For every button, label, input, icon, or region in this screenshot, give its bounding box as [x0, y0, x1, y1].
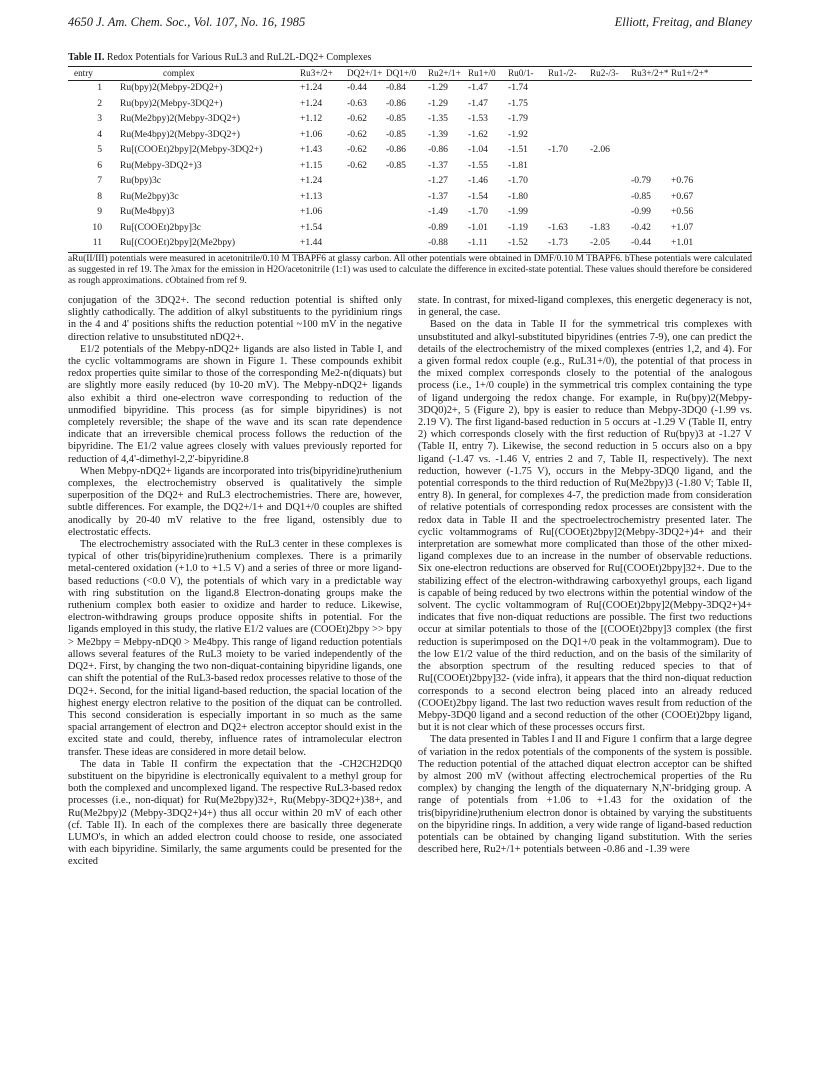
- potential-value: +1.54: [300, 221, 323, 233]
- potential-value: -1.11: [468, 237, 488, 248]
- potential-value: -1.27: [428, 175, 448, 186]
- potential-value: -2.05: [590, 237, 610, 248]
- potential-value: -1.47: [468, 82, 488, 93]
- column-header: DQ2+/1+: [347, 68, 383, 78]
- potential-value: -0.85: [386, 159, 406, 171]
- potential-value: -0.88: [428, 237, 448, 248]
- potential-value: +1.07: [671, 221, 694, 233]
- row-entry: 3: [97, 113, 102, 124]
- row-entry: 11: [92, 237, 102, 248]
- potential-value: -0.86: [428, 144, 448, 155]
- row-complex: Ru[(COOEt)2bpy]2(Me2bpy): [120, 237, 236, 248]
- row-entry: 10: [92, 221, 102, 233]
- potential-value: -1.70: [508, 175, 528, 186]
- column-header: Ru3+/2+*: [631, 68, 669, 78]
- potential-value: -1.70: [548, 144, 568, 155]
- row-entry: 8: [97, 190, 102, 202]
- potential-value: -1.29: [428, 82, 448, 93]
- potential-value: -0.89: [428, 221, 448, 233]
- table-label: Table II.: [68, 52, 105, 63]
- row-entry: 9: [97, 206, 102, 217]
- potential-value: -1.37: [428, 190, 448, 202]
- potential-value: -1.62: [468, 128, 488, 140]
- row-entry: 4: [97, 128, 102, 140]
- column-header: Ru1-/2-: [548, 68, 577, 78]
- potential-value: -1.29: [428, 97, 448, 109]
- header-citation: 4650 J. Am. Chem. Soc., Vol. 107, No. 16, 1985: [68, 15, 306, 29]
- body-paragraph: The data in Table II confirm the expectation that the -CH2CH2DQ0 substituent on the bipyridine is electronically equivalent to a methyl group for both the complexed and uncomplexed ligand. The respective RuL3-based redox processes (i.e., non-diquat) for Ru(Me2bpy)32+, Ru(Mebpy-3DQ2+)38+, and Ru(Me2bpy)2 (Mebpy-3DQ2+)4+) thus all occur within 20 mV of each other (cf. Table II). In each of the complexes there are basically three degenerate LUMO's, in which an added electron could choose to reside, one associated with each bipyridine. Similarly, the same arguments could be presented for the excited: [68, 758, 402, 868]
- body-paragraph: When Mebpy-nDQ2+ ligands are incorporated into tris(bipyridine)ruthenium complexes, the electrochemistry observed is qualitatively the simple superposition of the DQ2+ and RuL3 electrochemistries. There are, however, subtle differences. For example, the DQ2+/1+ and DQ1+/0 couples are shifted anodically by 20-40 mV relative to the free ligand, ostensibly due to electrostatic effects.: [68, 465, 402, 538]
- potential-value: +1.44: [300, 237, 323, 248]
- body-paragraph: state. In contrast, for mixed-ligand complexes, this energetic degeneracy is not, in general, the case.: [418, 295, 752, 319]
- potential-value: -0.42: [631, 221, 651, 233]
- potential-value: +1.06: [300, 128, 323, 140]
- row-complex: Ru(Me2bpy)3c: [120, 190, 179, 202]
- potential-value: -0.99: [631, 206, 651, 217]
- potential-value: +1.06: [300, 206, 323, 217]
- potential-value: -0.44: [631, 237, 651, 248]
- row-entry: 7: [97, 175, 102, 186]
- potential-value: -1.52: [508, 237, 528, 248]
- potential-value: -1.53: [468, 113, 488, 124]
- potential-value: -0.62: [347, 159, 367, 171]
- row-complex: Ru(bpy)3c: [120, 175, 162, 186]
- row-complex: Ru[(COOEt)2bpy]3c: [120, 221, 201, 233]
- potential-value: -0.62: [347, 113, 367, 124]
- potential-value: -1.74: [508, 82, 528, 93]
- potential-value: -0.85: [386, 128, 406, 140]
- potential-value: -1.37: [428, 159, 448, 171]
- potential-value: +1.43: [300, 144, 323, 155]
- table-rule: [68, 252, 752, 253]
- header-authors: Elliott, Freitag, and Blaney: [614, 15, 752, 29]
- potential-value: -1.51: [508, 144, 528, 155]
- potential-value: -1.39: [428, 128, 448, 140]
- potential-value: -1.70: [468, 206, 488, 217]
- potential-value: -1.81: [508, 159, 528, 171]
- body-paragraph: The data presented in Tables I and II and Figure 1 confirm that a large degree of variation in the redox potentials of the components of the system is possible. The reduction potential of the attached diquat electron acceptor can be shifted by almost 200 mV (without affecting electrochemical properties of the Ru complex) by changing the length of the diquaternary N,N'-bridging group. A range of potentials from +1.06 to +1.43 for the oxidation of the tris(bipyridine)ruthenium electron donor is obtained by varying the substituents on the bipyridine rings. In addition, a very wide range of ligand-based reduction potentials can be obtained by changing ligand substitution. With the series described here, Ru2+/1+ potentials between -0.86 and -1.39 were: [418, 734, 752, 856]
- row-complex: Ru(Me4bpy)2(Mebpy-3DQ2+): [120, 128, 240, 140]
- potential-value: +1.12: [300, 113, 323, 124]
- potential-value: -1.01: [468, 221, 488, 233]
- column-header: Ru3+/2+: [300, 68, 333, 78]
- row-entry: 5: [97, 144, 102, 155]
- row-complex: Ru(bpy)2(Mebpy-3DQ2+): [120, 97, 223, 109]
- left-text-column: [68, 295, 402, 869]
- running-header: [68, 15, 752, 33]
- body-paragraph: Based on the data in Table II for the symmetrical tris complexes with unsubstituted and alkyl-substituted bipyridines (entries 7-9), one can predict the details of the electrochemistry of the mixed complexes (entries 1,2, and 4). For a given formal redox couple (e.g., RuL31+/0), the potential of that process in the mixed complex corresponds closely to the potential of the analogous process (i.e., 1+/0 couple) in the symmetrical tris complex containing the type of ligand undergoing the redox change. For example, in Ru(bpy)2(Mebpy-3DQ0)2+, 5 (Figure 2), bpy is easier to reduce than Mebpy-3DQ0 (-1.99 vs. 2.19 V). The first ligand-based reduction in 5 occurs at -1.29 V (Table II, entry 2) which corresponds closely with the first reduction of Ru(bpy)3 at -1.27 V (Table II, entry 7). Likewise, the second reduction in 5 occurs also on a bpy ligand (-1.47 vs. -1.46 V, entries 2 and 7, Table II, respectively). The next reduction, however (-1.75 V), occurs in the Mebpy-3DQ0 ligand, and the potential corresponds to the third reduction of Ru(Me2bpy)3 (-1.80 V; Table II, entry 8). In general, for complexes 4-7, the prediction made from consideration of relative potentials of corresponding redox processes are consistent with the redox data in Table II and the spectroelectrochemistry presented later. The cyclic voltammograms of Ru[(COOEt)2bpy]2(Mebpy-3DQ2+)4+ and their interpretation are somewhat more complicated than those of the other mixed-ligand complexes due to an increase in the number of observable reductions. Six one-electron reductions are observed for Ru[(COOEt)2bpy]32+. Due to the stabilizing effect of the electron-withdrawing carboxyethyl groups, each ligand is capable of being reduced by two electrons within the potential window of the solvent. The cyclic voltammogram of Ru[(COOEt)2bpy]2(Mebpy-3DQ2+)4+ indicates that five non-diquat reductions are possible. The first two reductions occur at similar potentials to those of the [(COOEt)2bpy]3 complex (the first reduction is superimposed on the DQ1+/0 peak in the voltammogram). Due to the low E1/2 value of the third reduction, and on the basis of the similarity of the absorption spectrum of the resulting reduced species to that of Ru[(COOEt)2bpy]32- (vide infra), it appears that the third non-diquat reduction corresponds to a second electron being placed into an already reduced (COOEt)2bpy ligand. The last two reduction waves result from reduction of the Mebpy-3DQ0 ligand and a second reduction of the other (COOEt)2bpy ligand, but it is not clear which of these processes occurs first.: [418, 319, 752, 734]
- potential-value: -1.47: [468, 97, 488, 109]
- potential-value: +1.01: [671, 237, 694, 248]
- column-header: Ru1+/2+*: [671, 68, 709, 78]
- column-header: Ru1+/0: [468, 68, 496, 78]
- column-header: Ru2+/1+: [428, 68, 461, 78]
- row-complex: Ru[(COOEt)2bpy]2(Mebpy-3DQ2+): [120, 144, 263, 155]
- column-header: complex: [163, 68, 195, 78]
- potential-value: -0.85: [386, 113, 406, 124]
- potential-value: -0.44: [347, 82, 367, 93]
- table-rule: [68, 66, 752, 67]
- potential-value: -0.63: [347, 97, 367, 109]
- row-entry: 1: [97, 82, 102, 93]
- row-entry: 2: [97, 97, 102, 109]
- potential-value: +1.13: [300, 190, 323, 202]
- potential-value: -1.73: [548, 237, 568, 248]
- column-header: entry: [74, 68, 93, 78]
- row-complex: Ru(Me2bpy)2(Mebpy-3DQ2+): [120, 113, 240, 124]
- table-footnote: aRu(II/III) potentials were measured in acetonitrile/0.10 M TBAPF6 at glassy carbon. All other potentials were obtained in DMF/0.10 M TBAPF6. bThese potentials were calculated as suggested in ref 19. The λmax for the emission in H2O/acetonitrile (1:1) was used to calculate the difference in excited-state potential. These values should therefore be considered as rough approximations. cObtained from ref 9.: [68, 254, 752, 287]
- potential-value: -0.62: [347, 144, 367, 155]
- potential-value: -1.46: [468, 175, 488, 186]
- potential-value: +0.76: [671, 175, 694, 186]
- body-paragraph: conjugation of the 3DQ2+. The second reduction potential is shifted only slightly cathodically. The addition of alkyl substituents to the pyridinium rings in the 4 and 4' positions shifts the reduction potential ~100 mV in the negative direction relative to unsubstituted nDQ2+.: [68, 295, 402, 343]
- potential-value: -1.99: [508, 206, 528, 217]
- row-entry: 6: [97, 159, 102, 171]
- potential-value: -1.19: [508, 221, 528, 233]
- column-header: DQ1+/0: [386, 68, 417, 78]
- column-header: Ru0/1-: [508, 68, 534, 78]
- potential-value: +0.56: [671, 206, 694, 217]
- potential-value: +1.24: [300, 97, 323, 109]
- row-complex: Ru(bpy)2(Mebpy-2DQ2+): [120, 82, 223, 93]
- potential-value: -0.79: [631, 175, 651, 186]
- potential-value: -1.63: [548, 221, 568, 233]
- potential-value: -0.84: [386, 82, 406, 93]
- table-caption: [68, 52, 371, 63]
- right-text-column: [418, 295, 752, 856]
- potential-value: -1.83: [590, 221, 610, 233]
- potential-value: -1.55: [468, 159, 488, 171]
- potential-value: -1.79: [508, 113, 528, 124]
- potential-value: -1.54: [468, 190, 488, 202]
- potential-value: +1.15: [300, 159, 323, 171]
- potential-value: -0.85: [631, 190, 651, 202]
- potential-value: -0.86: [386, 144, 406, 155]
- potential-value: -1.35: [428, 113, 448, 124]
- potential-value: -0.86: [386, 97, 406, 109]
- table-title: Redox Potentials for Various RuL3 and RuL2L-DQ2+ Complexes: [106, 52, 372, 63]
- row-complex: Ru(Me4bpy)3: [120, 206, 175, 217]
- body-paragraph: E1/2 potentials of the Mebpy-nDQ2+ ligands are also listed in Table I, and the cyclic voltammograms are shown in Figure 1. These compounds exhibit redox properties quite similar to those of the corresponding Me2-n(diquats) but are slightly more easily reduced (by 10-20 mV). The Mebpy-nDQ2+ ligands also exhibit a third one-electron wave corresponding to reduction of the unmodified bipyridine. This process (as for simple bipyridines) is not completely reversible; the shape of the wave and its scan rate dependence indicate that an irreversible chemical process follows the reduction of the bipyridine. The E1/2 value agrees closely with values previously reported for reduction of 4,4'-dimethyl-2,2'-bipyridine.8: [68, 343, 402, 465]
- row-complex: Ru(Mebpy-3DQ2+)3: [120, 159, 202, 171]
- potential-value: +0.67: [671, 190, 694, 202]
- potential-value: -2.06: [590, 144, 610, 155]
- potential-value: -1.04: [468, 144, 488, 155]
- potential-value: -0.62: [347, 128, 367, 140]
- body-paragraph: The electrochemistry associated with the RuL3 center in these complexes is typical of other tris(bipyridine)ruthenium complexes. There is a primarily metal-centered oxidation (+1.0 to +1.5 V) and a series of three or more ligand-based reductions (<0.0 V), the potentials of which vary in a predictable way with ring substitution on the ligand.8 Electron-donating groups make the ruthenium complex both easier to oxidize and harder to reduce. Likewise, electron-withdrawing groups produce opposite shifts in potential. For the ligands employed in this study, the rlative E1/2 values are (COOEt)2bpy >> bpy > Me2bpy = Mebpy-nDQ0 > Me4bpy. This range of ligand reduction potentials allows several features of the RuL3 moiety to be varied independently of the DQ2+. First, by changing the two non-diquat-containing bipyridine ligands, one can shift the potential of the RuL3-based redox processes relative to those of the DQ2+. Second, for the initial ligand-based reduction, the spacial location of the highest energy electron relative to the position of the diquat can be controlled. This second consideration is especially important in so much as the same spacial arrangement of electron and DQ2+ electron acceptor should exist in the excited state and could, thereby, influence rates of intramolecular electron transfer. These ideas are considered in more detail below.: [68, 539, 402, 758]
- potential-value: -1.92: [508, 128, 528, 140]
- column-header: Ru2-/3-: [590, 68, 619, 78]
- table-rule: [68, 80, 752, 81]
- potential-value: -1.49: [428, 206, 448, 217]
- potential-value: +1.24: [300, 175, 323, 186]
- potential-value: -1.80: [508, 190, 528, 202]
- potential-value: +1.24: [300, 82, 323, 93]
- potential-value: -1.75: [508, 97, 528, 109]
